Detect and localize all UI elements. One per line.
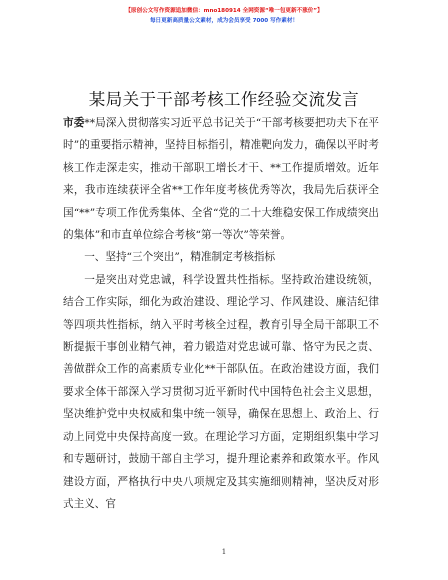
banner-line-promo: 每日更新高质量公文素材，成为会员享受 7000 写作素材！ — [149, 18, 299, 24]
page-number: 1 — [221, 548, 227, 556]
body-paragraph: 一是突出对党忠诚，科学设置共性指标。坚持政治建设统领，结合工作实际，细化为政治建设、理论学习、作风建设、廉洁纪律等四项共性指标，纳入平时考核全过程，教育引导全局干部职工不断提振干事创业精气神，着力锻造对党忠诚可靠、恪守为民之责、善做群众工作的高素质专业化**干部队伍。在政治建设方面，我们要求全体干部深入学习贯彻习近平新时代中国特色社会主义思想，坚决维护党中央权威和集中统一领导，确保在思想上、政治上、行动上同党中央保持高度一致。在理论学习方面，定期组织集中学习和专题研讨，鼓励干部自主学习，提升理论素养和政策水平。作风建设方面，严格执行中央八项规定及其实施细则精神，坚决反对形式主义、官 — [63, 273, 379, 510]
intro-org-label: 市委 — [63, 117, 85, 129]
header-banner — [0, 6, 448, 26]
section-heading: 一、坚持“三个突出”，精准制定考核指标 — [84, 251, 276, 264]
document-title: 某局关于干部考核工作经验交流发言 — [88, 90, 360, 109]
banner-line-contact: 【原创公文写作资源追加微信：mno180914 全网资源“唯一包更新不涨价”】 — [125, 8, 323, 14]
document-body — [63, 112, 379, 515]
intro-paragraph — [63, 112, 379, 246]
intro-text: **局深入贯彻落实习近平总书记关于“干部考核要把功夫下在平时”的重要指示精神，坚持目标指引，精准靶向发力，确保以平时考核工作走深走实，推动干部职工增长才干、**工作提质增效。近年来，我市连续获评全省**工作年度考核优秀等次，我局先后获评全国“**”专项工作优秀集体、全省“党的二十大维稳安保工作成绩突出的集体”和市直单位综合考核“第一等次”等荣誉。 — [63, 117, 379, 242]
